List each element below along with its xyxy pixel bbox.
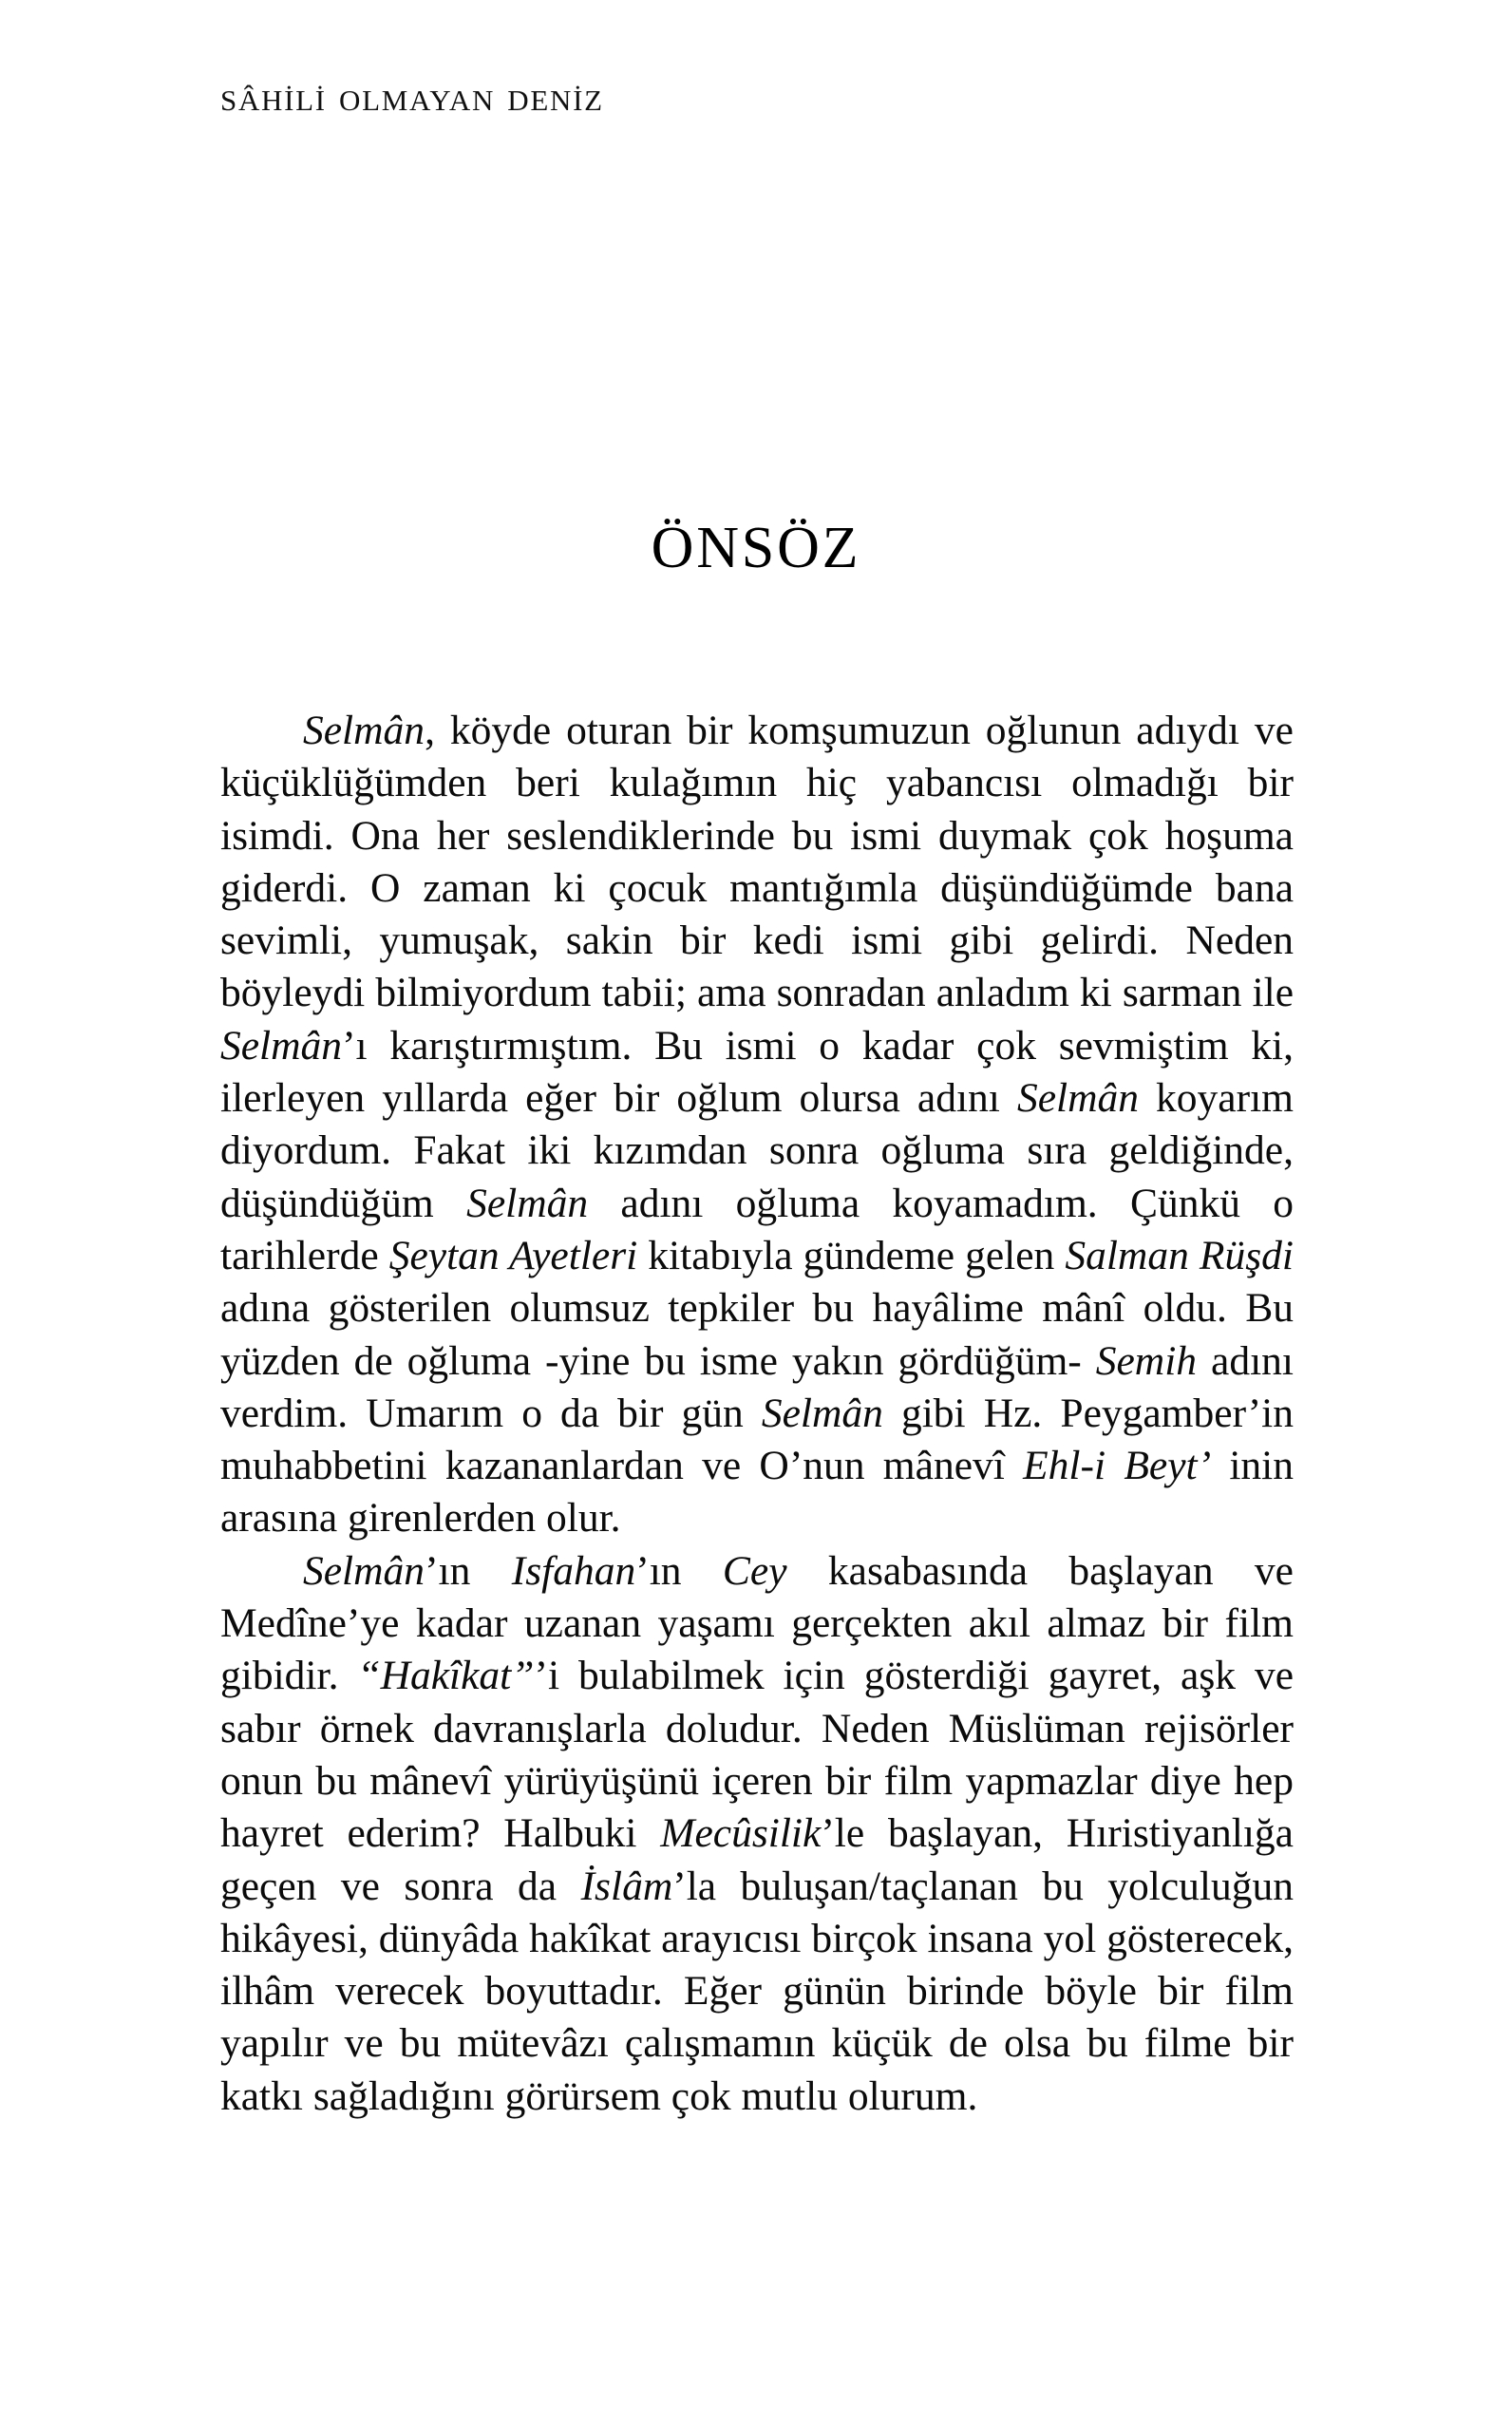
emphasis-text: Selmân: [220, 1022, 343, 1069]
body-run: kasabasında başlayan ve Medîne’ye kadar uzanan yaşamı gerçekten akıl almaz bir film gibidir.: [220, 1547, 1294, 1699]
body-run: adını verdim. Umarım o da bir gün: [220, 1337, 1294, 1436]
paragraph-1: [220, 705, 1294, 1545]
body-run: ’le başlayan, Hıristiyanlığa geçen ve sonra da: [220, 1810, 1294, 1909]
emphasis-text: Selmân: [1016, 1075, 1139, 1122]
emphasis-text: Salman Rüşdi: [1065, 1232, 1294, 1278]
body-run: gibi Hz. Peygamber’in muhabbetini kazananlardan ve O’nun mânevî: [220, 1390, 1294, 1489]
emphasis-text: İslâm: [580, 1863, 673, 1909]
body-text: [220, 705, 1294, 2123]
page-title: ÖNSÖZ: [651, 516, 861, 580]
emphasis-text: “Hakîkat”: [357, 1653, 535, 1699]
body-run: kitabıyla gündeme gelen: [637, 1232, 1066, 1278]
emphasis-text: Ehl-i Beyt’: [1023, 1443, 1212, 1489]
emphasis-text: Isfahan: [511, 1547, 636, 1594]
body-run: , köyde oturan bir komşumuzun oğlunun adıydı ve küçüklüğümden beri kulağımın hiç yabancısı olmadığı bir isimdi. Ona her seslendiklerinde bu ismi duymak çok hoşuma giderdi. O zaman ki çocuk mantığımla düşündüğümde bana sevimli, yumuşak, sakin bir kedi ismi gibi gelirdi. Neden böyleydi bilmiyordum tabii; ama sonradan anladım ki sarman ile: [220, 708, 1294, 1016]
body-run: ’ı karıştırmıştım. Bu ismi o kadar çok sevmiştim ki, ilerleyen yıllarda eğer bir oğlum olursa adını: [220, 1022, 1294, 1122]
emphasis-text: Mecûsilik: [660, 1810, 822, 1857]
body-run: ’ın: [635, 1547, 723, 1594]
running-head: SÂHİLİ OLMAYAN DENİZ: [220, 84, 604, 117]
emphasis-text: Şeytan Ayetleri: [388, 1232, 638, 1278]
body-run: adına gösterilen olumsuz tepkiler bu hayâlime mânî oldu. Bu yüzden de oğluma -yine bu isme yakın gördüğüm-: [220, 1285, 1294, 1384]
body-run: ’la buluşan/taçlanan bu yolculuğun hikâyesi, dünyâda hakîkat arayıcısı birçok insana yol gösterecek, ilhâm verecek boyuttadır. Eğer günün birinde böyle bir film yapılır ve bu mütevâzı çalışmamın küçük de olsa bu filme bir katkı sağladığını görürsem çok mutlu olurum.: [220, 1863, 1294, 2119]
emphasis-text: Semih: [1095, 1337, 1198, 1384]
body-run: ’i bulabilmek için gösterdiği gayret, aşk ve sabır örnek davranışlarla doludur. Neden Müslüman rejisörler onun bu mânevî yürüyüşünü içeren bir film yapmazlar diye hep hayret ederim? Halbuki: [220, 1653, 1294, 1857]
body-run: inin arasına girenlerden olur.: [220, 1443, 1294, 1542]
emphasis-text: Selmân: [303, 708, 425, 753]
emphasis-text: Selmân: [466, 1180, 589, 1226]
emphasis-text: Selmân: [761, 1390, 883, 1436]
emphasis-text: Cey: [722, 1547, 787, 1594]
emphasis-text: Selmân: [303, 1547, 425, 1594]
body-run: koyarım diyordum. Fakat iki kızımdan sonra oğluma sıra geldiğinde, düşündüğüm: [220, 1075, 1295, 1226]
paragraph-2: [220, 1545, 1294, 2123]
body-run: adını oğluma koyamadım. Çünkü o tarihlerde: [220, 1180, 1295, 1278]
body-run: ’ın: [425, 1547, 512, 1594]
